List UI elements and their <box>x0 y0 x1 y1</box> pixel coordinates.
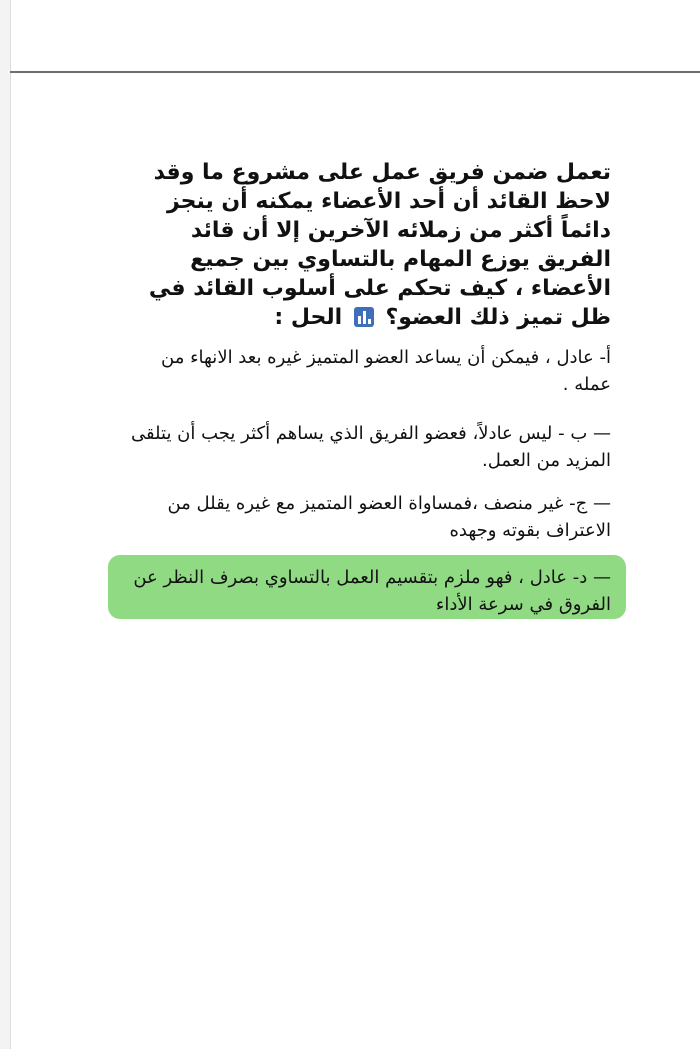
question-text <box>115 158 611 332</box>
option-d-correct-answer: — د- عادل ، فهو ملزم بتقسيم العمل بالتساوي بصرف النظر عن الفروق في سرعة الأداء <box>133 567 611 615</box>
top-divider <box>10 71 700 73</box>
question-body: تعمل ضمن فريق عمل على مشروع ما وقد لاحظ القائد أن أحد الأعضاء يمكنه أن ينجز دائماً أكثر من زملائه الآخرين إلا أن قائد الفريق يوزع المهام بالتساوي بين جميع الأعضاء ، كيف تحكم على أسلوب القائد في ظل تميز ذلك العضو؟ <box>148 160 611 330</box>
option-a: أ- عادل ، فيمكن أن يساعد العضو المتميز غيره بعد الانهاء من عمله . <box>161 347 611 395</box>
question-content <box>115 158 611 615</box>
solution-label: الحل : <box>274 305 343 330</box>
option-c: — ج- غير منصف ،فمساواة العضو المتميز مع غيره يقلل من الاعتراف بقوته وجهده <box>167 493 611 541</box>
option-b: — ب - ليس عادلاً، فعضو الفريق الذي يساهم أكثر يجب أن يتلقى المزيد من العمل. <box>130 423 611 471</box>
bar-chart-icon <box>354 307 374 327</box>
